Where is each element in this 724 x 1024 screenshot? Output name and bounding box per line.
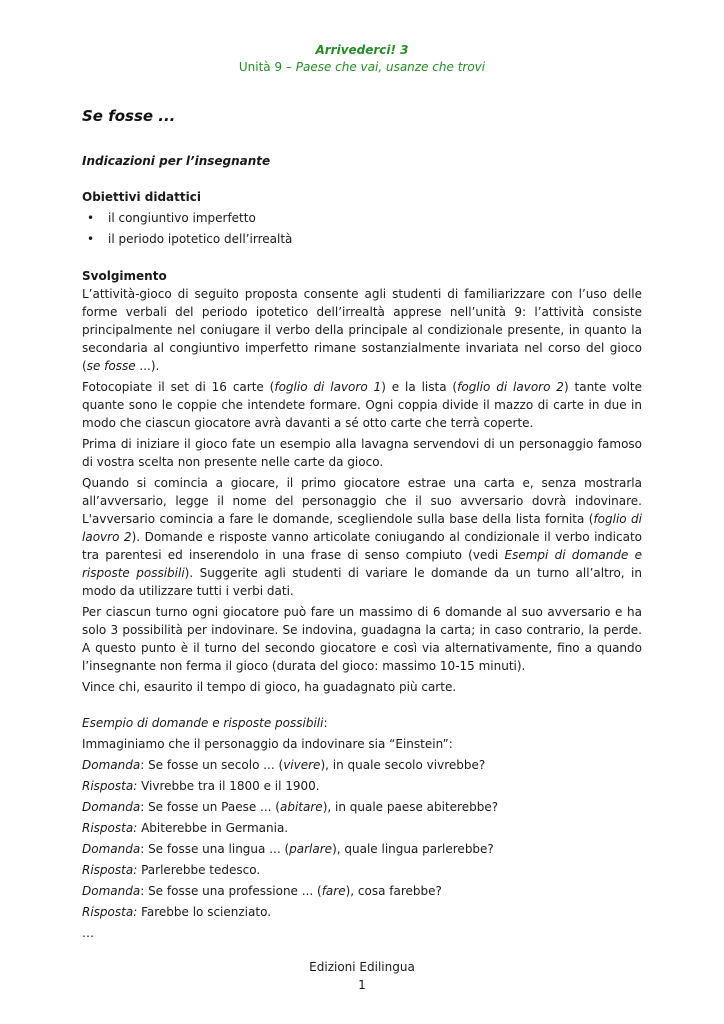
procedure-heading: Svolgimento (82, 269, 167, 283)
paragraph: Prima di iniziare il gioco fate un esempio alla lavagna servendovi di un personaggio famoso di vostra scelta non presente nelle carte da gioco. (82, 437, 642, 469)
examples-heading: Esempio di domande e risposte possibili: (82, 716, 328, 730)
answer-line: Risposta: Vivrebbe tra il 1800 e il 1900. (82, 779, 320, 793)
paragraph: Quando si comincia a giocare, il primo giocatore estrae una carta e, senza mostrarla all’avversario, legge il nome del personaggio che il suo avversario dovrà indovinare. L'avversario comincia a fare le domande, scegliendole sulla base della lista fornita (foglio di laovro 2). Domande e risposte vanno articolate coniugando al condizionale il verbo indicato tra parentesi ed inserendolo in una frase di senso compiuto (vedi Esempi di domande e risposte possibili). Suggerite agli studenti di variare le domande da un turno all’altro, in modo da utilizzare tutti i verbi dati. (82, 476, 642, 598)
question-line: Domanda: Se fosse un secolo ... (vivere), in quale secolo vivrebbe? (82, 758, 486, 772)
page-title: Se fosse ... (82, 107, 176, 125)
answer-line: Risposta: Parlerebbe tedesco. (82, 863, 261, 877)
publisher: Edizioni Edilingua (309, 960, 415, 974)
unit-line (0, 59, 724, 76)
examples-section (82, 714, 642, 942)
unit-title: Paese che vai, usanze che trovi (295, 60, 486, 74)
question-line: Domanda: Se fosse una professione ... (fare), cosa farebbe? (82, 884, 442, 898)
bullet-icon: • (87, 232, 95, 246)
main-content (82, 150, 642, 942)
page-number: 1 (358, 978, 366, 992)
answer-line: Risposta: Abiterebbe in Germania. (82, 821, 289, 835)
paragraph: Fotocopiate il set di 16 carte (foglio di lavoro 1) e la lista (foglio di lavoro 2) tante volte quante sono le coppie che intendete formare. Ogni coppia divide il mazzo di carte in due in modo che ciascun giocatore avrà davanti a sé otto carte che terrà coperte. (82, 380, 643, 430)
example-lines (82, 756, 642, 921)
question-line: Domanda: Se fosse un Paese ... (abitare), in quale paese abiterebbe? (82, 800, 499, 814)
paragraph: L’attività-gioco di seguito proposta consente agli studenti di familiarizzare con l’uso delle forme verbali del periodo ipotetico dell’irrealtà apprese nell’unità 9: l’attività consiste principalmente nel coniugare il verbo della principale al condizionale presente, in quanto la secondaria al congiuntivo imperfetto rimane sostanzialmente invariata nel corso del gioco (se fosse ...). (82, 287, 642, 373)
examples-intro: Immaginiamo che il personaggio da indovinare sia “Einstein”: (82, 737, 453, 751)
paragraph: Vince chi, esaurito il tempo di gioco, ha guadagnato più carte. (82, 680, 457, 694)
question-line: Domanda: Se fosse una lingua ... (parlare), quale lingua parlerebbe? (82, 842, 494, 856)
list-item: • il periodo ipotetico dell’irrealtà (87, 232, 293, 246)
bullet-icon: • (87, 211, 95, 225)
page-footer (0, 958, 724, 994)
answer-line: Risposta: Farebbe lo scienziato. (82, 905, 272, 919)
book-title: Arrivederci! 3 (315, 43, 409, 57)
teacher-heading: Indicazioni per l’insegnante (82, 154, 271, 168)
ellipsis: … (82, 926, 94, 940)
unit-prefix: Unità 9 – (238, 60, 296, 74)
objectives-list (82, 209, 642, 248)
paragraph: Per ciascun turno ogni giocatore può fare un massimo di 6 domande al suo avversario e ha solo 3 possibilità per indovinare. Se indovina, guadagna la carta; in caso contrario, la perde. A questo punto è il turno del secondo giocatore e così via alternativamente, fino a quando l’insegnante non ferma il gioco (durata del gioco: massimo 10-15 minuti). (82, 605, 642, 673)
objectives-heading: Obiettivi didattici (82, 190, 201, 204)
list-item: • il congiuntivo imperfetto (87, 211, 256, 225)
page-header (0, 42, 724, 76)
